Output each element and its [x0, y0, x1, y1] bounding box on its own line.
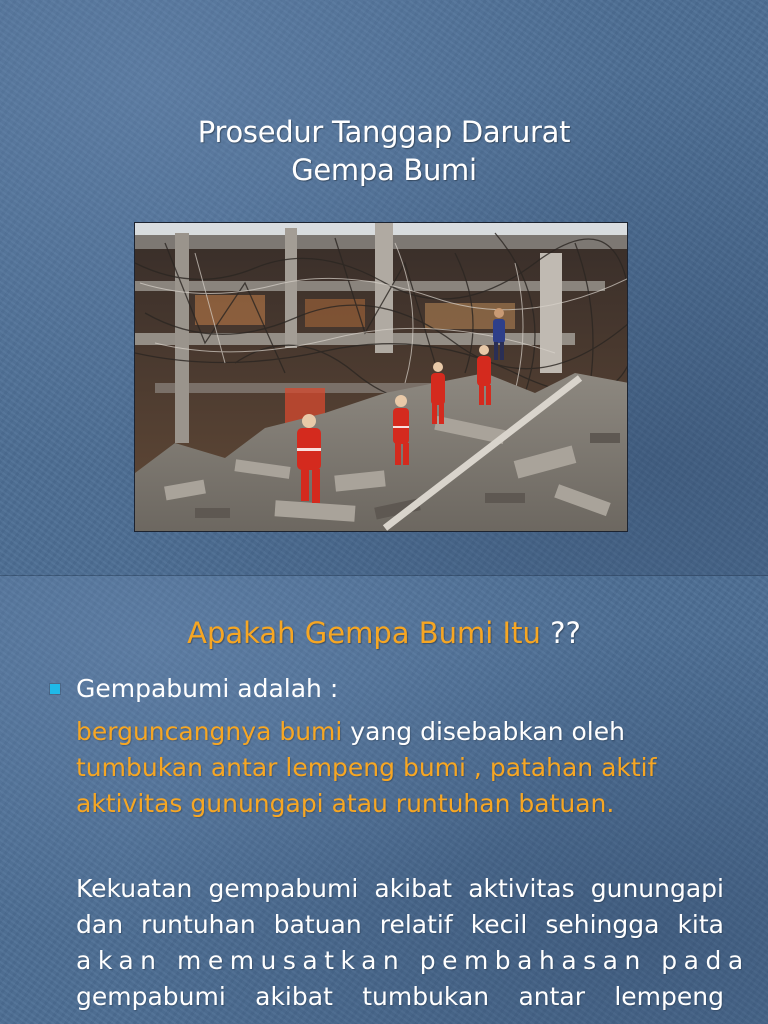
explanation-line-1: Kekuatan gempabumi akibat aktivitas gunungapi — [76, 874, 724, 903]
definition-line-2: tumbukan antar lempeng bumi , patahan aktif — [76, 753, 657, 782]
slide-heading — [0, 613, 768, 653]
explanation-line-2: dan runtuhan batuan relatif kecil sehingga kita — [76, 910, 724, 939]
definition-line-3: aktivitas gunungapi atau runtuhan batuan. — [76, 789, 615, 818]
bullet-item — [50, 670, 730, 708]
slide-title-line-2: Gempa Bumi — [291, 153, 477, 187]
bullet-label: Gempabumi adalah : — [76, 674, 339, 703]
explanation-line-4: gempabumi akibat tumbukan antar lempeng — [76, 982, 724, 1011]
definition-text-1: yang disebabkan oleh — [342, 717, 625, 746]
explanation-line-3: akan memusatkan pembahasan pada — [76, 946, 750, 975]
square-bullet-icon — [50, 684, 60, 694]
slide-heading-text: Apakah Gempa Bumi Itu — [187, 616, 541, 650]
slide-title-line-1: Prosedur Tanggap Darurat — [197, 115, 571, 149]
definition-paragraph — [76, 714, 724, 822]
explanation-paragraph — [76, 871, 750, 1015]
slide-heading-question-marks: ?? — [540, 616, 581, 650]
earthquake-rescue-photo — [134, 222, 628, 532]
slide-title — [0, 113, 768, 189]
definition-line-1 — [76, 714, 724, 750]
definition-highlight-1: berguncangnya bumi — [76, 717, 343, 746]
